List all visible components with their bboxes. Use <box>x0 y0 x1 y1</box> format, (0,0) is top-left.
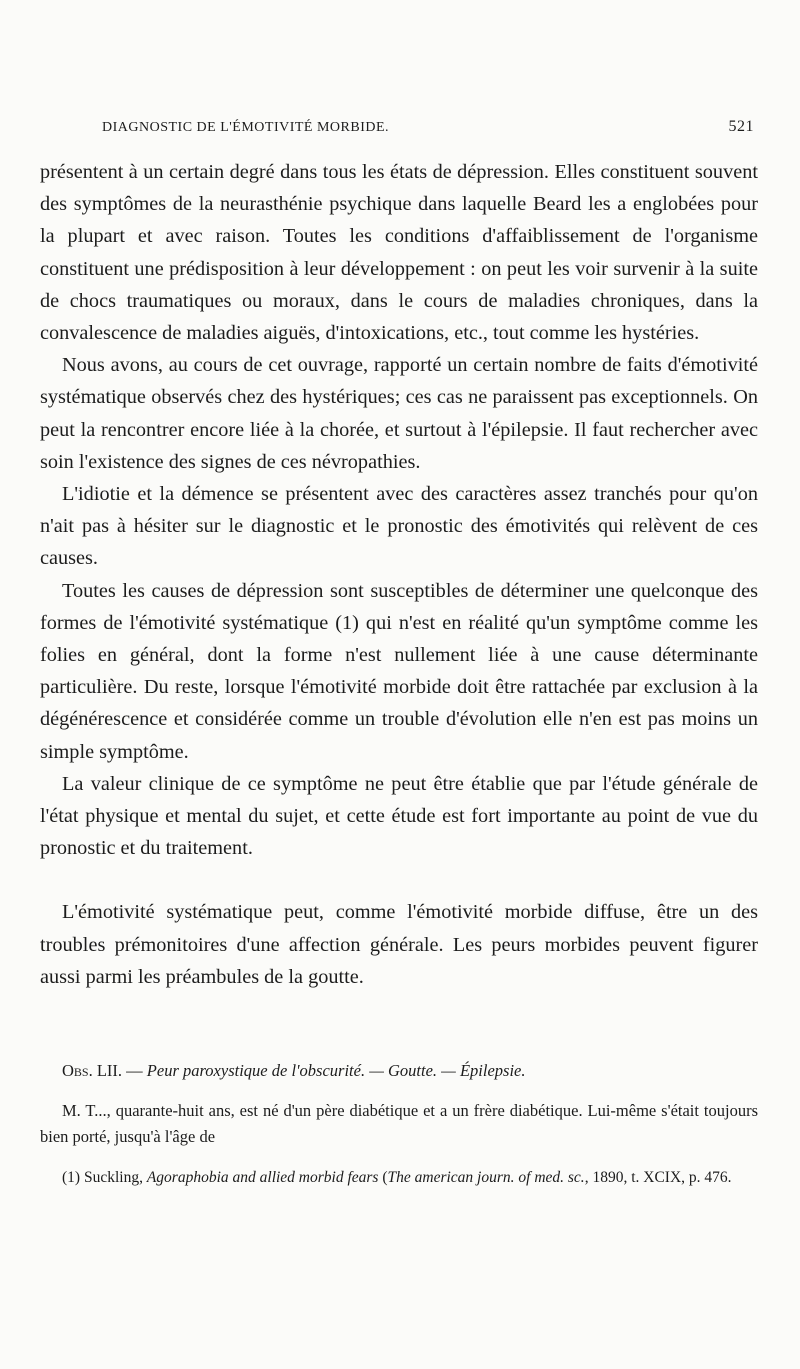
footnote-text <box>40 1167 758 1189</box>
paragraph-2: Nous avons, au cours de cet ouvrage, rapporté un certain nombre de faits d'émotivité systématique observés chez des hystériques; ces cas ne paraissent pas exceptionnels. On peut la rencontrer encore liée à la chorée, et surtout à l'épilepsie. Il faut rechercher avec soin l'existence des signes de ces névropathies. <box>40 354 758 473</box>
paragraph-4: Toutes les causes de dépression sont susceptibles de déterminer une quelconque des formes de l'émotivité systématique (1) qui n'est en réalité qu'un symptôme comme les folies en général, dont la forme n'est nullement liée à une cause déterminante particulière. Du reste, lorsque l'émotivité morbide doit être rattachée par exclusion à la dégénérescence et considérée comme un trouble d'évolution elle n'en est pas moins un simple symptôme. <box>40 579 758 763</box>
page-number: 521 <box>728 118 754 135</box>
running-title: DIAGNOSTIC DE L'ÉMOTIVITÉ MORBIDE. <box>102 120 390 135</box>
footnote-marker: (1) <box>62 1169 84 1186</box>
observation-label: Obs. LII. <box>62 1061 123 1080</box>
observation-dash: — <box>122 1061 147 1080</box>
paragraph-1: présentent à un certain degré dans tous les états de dépression. Elles constituent souvent des symptômes de la neurasthénie psychique dans laquelle Beard les a englobées pour la plupart et avec raison. Toutes les conditions d'affaiblissement de l'organisme constituent une prédisposition à leur développement : on peut les voir survenir à la suite de chocs traumatiques ou moraux, dans le cours de maladies chroniques, dans la convalescence de maladies aiguës, d'intoxications, etc., tout comme les hystéries. <box>40 161 758 345</box>
paragraph-5: La valeur clinique de ce symptôme ne peut être établie que par l'étude générale de l'état physique et mental du sujet, et cette étude est fort importante au point de vue du pronostic et du traitement. <box>40 772 758 860</box>
running-head <box>40 118 762 142</box>
observation-case-text: M. T..., quarante-huit ans, est né d'un père diabétique et a un frère diabétique. Lui-même s'était toujours bien porté, jusqu'à l'âge de <box>40 1101 758 1146</box>
body-text <box>40 156 758 993</box>
footnote-details: , 1890, t. XCIX, p. 476. <box>584 1169 732 1186</box>
paragraph-3: L'idiotie et la démence se présentent avec des caractères assez tranchés pour qu'on n'ait pas à hésiter sur le diagnostic et le pronostic des émotivités qui relèvent de ces causes. <box>40 483 758 570</box>
paragraph-6: L'émotivité systématique peut, comme l'émotivité morbide diffuse, être un des troubles prémonitoires d'une affection générale. Les peurs morbides peuvent figurer aussi parmi les préambules de la goutte. <box>40 901 758 988</box>
footnote-journal: The american journ. of med. sc. <box>387 1169 585 1186</box>
observation-heading <box>40 1058 758 1084</box>
observation-block <box>40 1058 758 1150</box>
footnote-title: Agoraphobia and allied morbid fears <box>146 1169 379 1186</box>
observation-title: Peur paroxystique de l'obscurité. — Goutte. — Épilepsie. <box>146 1061 526 1080</box>
footnote <box>40 1167 758 1189</box>
footnote-open-paren: ( <box>378 1169 388 1186</box>
footnote-author: Suckling, <box>83 1169 147 1186</box>
